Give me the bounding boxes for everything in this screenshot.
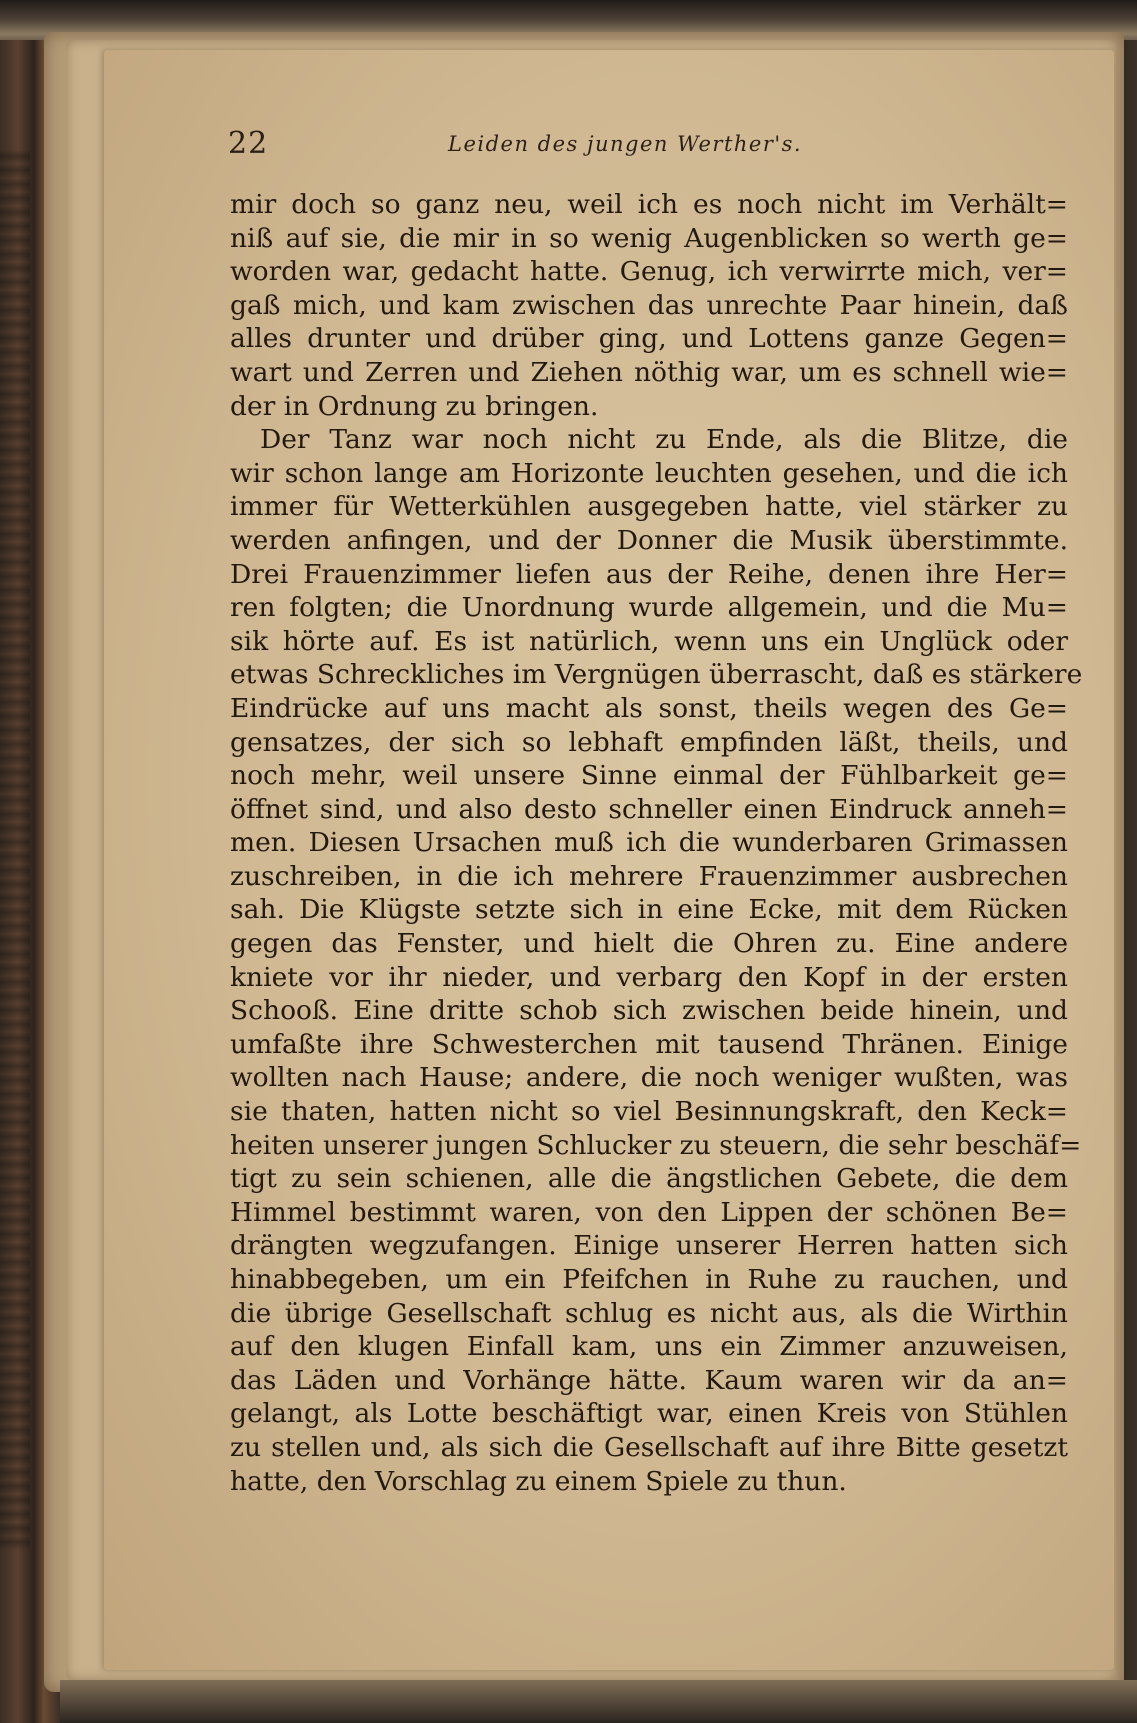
text-line: sah. Die Klügste setzte sich in eine Ecke, mit dem Rücken <box>230 894 1068 926</box>
text-line: zuschreiben, in die ich mehrere Frauenzimmer ausbrechen <box>230 860 1068 892</box>
text-line: werden anfingen, und der Donner die Musik überstimmte. <box>230 524 1068 556</box>
text-line: Schooß. Eine dritte schob sich zwischen beide hinein, und <box>230 995 1068 1027</box>
text-line: wart und Zerren und Ziehen nöthig war, um es schnell wie= <box>230 356 1068 388</box>
book-spine <box>0 150 30 1550</box>
text-line: gegen das Fenster, und hielt die Ohren zu. Eine andere <box>230 928 1068 960</box>
text-line: kniete vor ihr nieder, und verbarg den Kopf in der ersten <box>230 961 1068 993</box>
text-line: wollten nach Hause; andere, die noch weniger wußten, was <box>230 1062 1068 1094</box>
running-head <box>228 126 1048 166</box>
text-line: drängten wegzufangen. Einige unserer Herren hatten sich <box>230 1230 1068 1262</box>
body-text <box>230 188 1083 1498</box>
text-line: hatte, den Vorschlag zu einem Spiele zu thun. <box>230 1465 847 1497</box>
text-line: sik hörte auf. Es ist natürlich, wenn uns ein Unglück oder <box>230 625 1068 657</box>
text-line: gaß mich, und kam zwischen das unrechte Paar hinein, daß <box>230 289 1068 321</box>
text-line: ren folgten; die Unordnung wurde allgemein, und die Mu= <box>230 592 1068 624</box>
text-line: gensatzes, der sich so lebhaft empfinden läßt, theils, und <box>230 726 1068 758</box>
text-line: mir doch so ganz neu, weil ich es noch nicht im Verhält= <box>230 189 1068 220</box>
text-line: tigt zu sein schienen, alle die ängstlichen Gebete, die dem <box>230 1163 1068 1195</box>
text-line: der in Ordnung zu bringen. <box>230 390 599 422</box>
text-line: niß auf sie, die mir in so wenig Augenblicken so werth ge= <box>230 222 1068 254</box>
text-line: men. Diesen Ursachen muß ich die wunderbaren Grimassen <box>230 827 1068 859</box>
text-line: wir schon lange am Horizonte leuchten gesehen, und die ich <box>230 457 1068 489</box>
text-line: Eindrücke auf uns macht als sonst, theils wegen des Ge= <box>230 692 1068 724</box>
text-line: zu stellen und, als sich die Gesellschaft auf ihre Bitte gesetzt <box>230 1431 1068 1463</box>
text-line: umfaßte ihre Schwesterchen mit tausend Thränen. Einige <box>230 1028 1068 1060</box>
text-line: die übrige Gesellschaft schlug es nicht aus, als die Wirthin <box>230 1297 1068 1329</box>
text-line: sie thaten, hatten nicht so viel Besinnungskraft, den Keck= <box>230 1096 1068 1128</box>
running-title: Leiden des jungen Werther's. <box>448 132 803 156</box>
text-line: hinabbegeben, um ein Pfeifchen in Ruhe zu rauchen, und <box>230 1264 1068 1295</box>
text-line: gelangt, als Lotte beschäftigt war, einen Kreis von Stühlen <box>230 1398 1068 1430</box>
page-number: 22 <box>228 126 269 161</box>
text-line: auf den klugen Einfall kam, uns ein Zimmer anzuweisen, <box>230 1331 1068 1363</box>
text-line: Der Tanz war noch nicht zu Ende, als die Blitze, die <box>260 424 1068 456</box>
text-line: heiten unserer jungen Schlucker zu steuern, die sehr beschäf= <box>230 1129 1082 1161</box>
text-line: immer für Wetterkühlen ausgegeben hatte, viel stärker zu <box>230 491 1068 523</box>
text-line: Himmel bestimmt waren, von den Lippen der schönen Be= <box>230 1196 1068 1228</box>
text-line: alles drunter und drüber ging, und Lottens ganze Gegen= <box>230 323 1068 355</box>
book-bottom-edge <box>60 1680 1137 1723</box>
text-line: das Läden und Vorhänge hätte. Kaum waren wir da an= <box>230 1364 1068 1396</box>
text-line: Drei Frauenzimmer liefen aus der Reihe, denen ihre Her= <box>230 558 1068 590</box>
text-line: worden war, gedacht hatte. Genug, ich verwirrte mich, ver= <box>230 256 1068 288</box>
text-line: öffnet sind, und also desto schneller einen Eindruck anneh= <box>230 793 1068 825</box>
text-line: noch mehr, weil unsere Sinne einmal der Fühlbarkeit ge= <box>230 760 1068 792</box>
text-line: etwas Schreckliches im Vergnügen überrascht, daß es stärkere <box>230 659 1083 691</box>
